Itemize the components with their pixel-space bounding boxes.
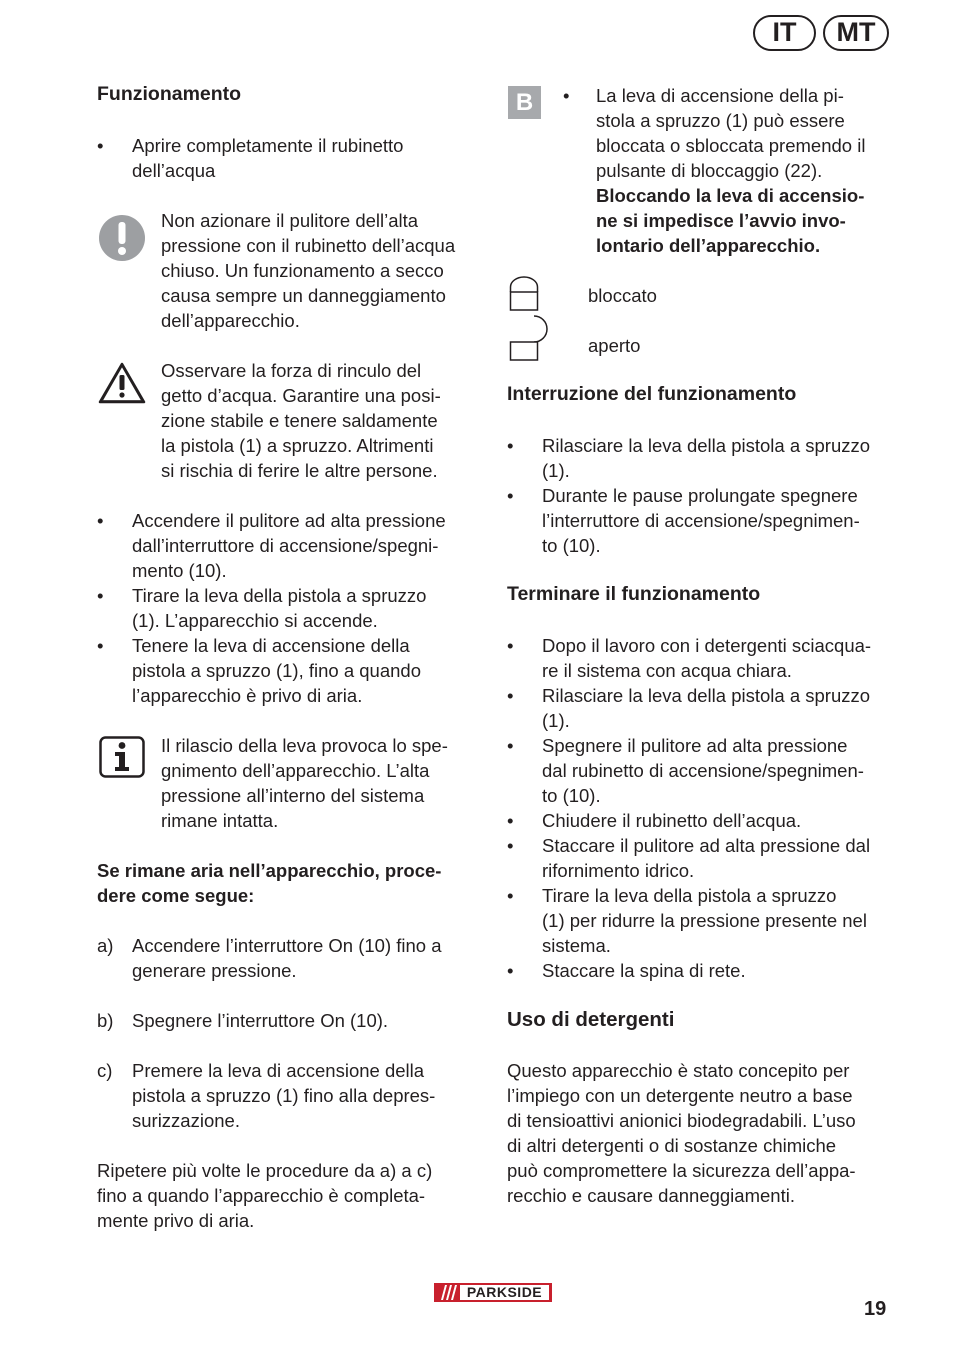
list-line: Tenere la leva di accensione della [132, 635, 410, 656]
bold-line: lontario dell’apparecchio. [596, 235, 821, 256]
list-marker: c) [97, 1060, 113, 1081]
list-item-text [542, 633, 902, 683]
list-line: (1) per ridurre la pressione presente nel [542, 910, 867, 931]
paragraph-line: di altri detergenti o di sostanze chimiche [507, 1135, 837, 1156]
list-line: re il sistema con acqua chiara. [542, 660, 792, 681]
paragraph-line: mente privo di aria. [97, 1210, 255, 1231]
list-line: (1). [542, 710, 570, 731]
list-line: Premere la leva di accensione della [132, 1060, 425, 1081]
list-item-text [542, 433, 902, 483]
list-marker: • [507, 435, 514, 456]
lock-closed-label: bloccato [588, 285, 657, 306]
language-badge-mt: MT [823, 15, 889, 51]
bullet-line: pulsante di bloccaggio (22). [596, 160, 823, 181]
note-line: causa sempre un danneggiamento [161, 285, 446, 306]
list-item-text [542, 808, 902, 833]
bullet-line: La leva di accensione della pi- [596, 85, 844, 106]
list-marker: • [507, 485, 514, 506]
list-marker: a) [97, 935, 114, 956]
air-removal-intro [97, 858, 487, 908]
list-marker: • [507, 635, 514, 656]
info-line: pressione all’interno del sistema [161, 785, 425, 806]
list-line: (1). L’apparecchio si accende. [132, 610, 378, 631]
paragraph-line: può compromettere la sicurezza dell’appa- [507, 1160, 856, 1181]
repeat-procedure-text [97, 1158, 487, 1233]
list-item-text [542, 683, 902, 733]
list-line: l’apparecchio è privo di aria. [132, 685, 363, 706]
list-line: Tirare la leva della pistola a spruzzo [542, 885, 837, 906]
page-number: 19 [864, 1298, 887, 1320]
note-dry-run [161, 208, 481, 333]
bullet-line: Aprire completamente il rubinetto [132, 135, 404, 156]
heading-detergenti: Uso di detergenti [507, 1008, 675, 1031]
list-line: mento (10). [132, 560, 227, 581]
list-line: dal rubinetto di accensione/spegnimen- [542, 760, 864, 781]
note-line: dell’apparecchio. [161, 310, 300, 331]
list-item-text [132, 933, 492, 983]
list-marker: • [97, 635, 104, 656]
list-line: Spegnere l’interruttore On (10). [132, 1010, 389, 1031]
note-line: Non azionare il pulitore dell’alta [161, 210, 419, 231]
warning-triangle-icon [97, 361, 147, 411]
note-line: pressione con il rubinetto dell’acqua [161, 235, 456, 256]
paragraph-line: di tensioattivi anionici biodegradabili. L’uso [507, 1110, 856, 1131]
list-marker: • [507, 885, 514, 906]
list-line: to (10). [542, 785, 601, 806]
list-line: Durante le pause prolungate spegnere [542, 485, 858, 506]
list-line: pistola a spruzzo (1), fino a quando [132, 660, 421, 681]
bold-line: dere come segue: [97, 885, 255, 906]
list-line: Accendere il pulitore ad alta pressione [132, 510, 446, 531]
warning-line: la pistola (1) a spruzzo. Altrimenti [161, 435, 434, 456]
list-marker: • [507, 735, 514, 756]
list-line: l’interruttore di accensione/spegnimen- [542, 510, 860, 531]
list-line: sistema. [542, 935, 611, 956]
paragraph-line: recchio e causare danneggiamenti. [507, 1185, 795, 1206]
list-item-text [542, 958, 902, 983]
info-icon [99, 736, 145, 784]
list-item-text [132, 633, 492, 708]
lock-open-icon [509, 312, 549, 370]
list-line: Dopo il lavoro con i detergenti sciacqua- [542, 635, 872, 656]
warning-line: getto d’acqua. Garantire una posi- [161, 385, 441, 406]
list-item-text [132, 583, 492, 633]
list-marker: b) [97, 1010, 114, 1031]
paragraph-line: Questo apparecchio è stato concepito per [507, 1060, 850, 1081]
list-line: Staccare la spina di rete. [542, 960, 746, 981]
figure-b-label: B [508, 86, 541, 119]
list-line: to (10). [542, 535, 601, 556]
list-marker: • [97, 585, 104, 606]
bullet-line: bloccata o sbloccata premendo il [596, 135, 866, 156]
list-line: surizzazione. [132, 1110, 240, 1131]
list-line: rifornimento idrico. [542, 860, 695, 881]
warning-line: zione stabile e tenere saldamente [161, 410, 438, 431]
warning-recoil [161, 358, 481, 483]
list-line: generare pressione. [132, 960, 297, 981]
paragraph-line: Ripetere più volte le procedure da a) a c) [97, 1160, 433, 1181]
note-line: chiuso. Un funzionamento a secco [161, 260, 444, 281]
list-marker: • [507, 960, 514, 981]
paragraph-line: fino a quando l’apparecchio è completa- [97, 1185, 426, 1206]
list-line: dall’interruttore di accensione/spegni- [132, 535, 439, 556]
parkside-brand-text: PARKSIDE [460, 1285, 549, 1300]
list-line: Staccare il pulitore ad alta pressione dal [542, 835, 871, 856]
heading-funzionamento: Funzionamento [97, 83, 242, 105]
list-item-text [542, 733, 902, 808]
bullet-line: dell’acqua [132, 160, 216, 181]
list-item-text [132, 1008, 492, 1033]
language-badge-it: IT [753, 15, 816, 51]
list-marker: • [507, 835, 514, 856]
list-marker: • [507, 685, 514, 706]
parkside-logo [434, 1283, 552, 1302]
bold-line: Se rimane aria nell’apparecchio, proce- [97, 860, 442, 881]
list-item-text [132, 508, 492, 583]
list-line: Rilasciare la leva della pistola a spruzzo [542, 435, 871, 456]
info-release-lever [161, 733, 481, 833]
list-item-text [542, 883, 902, 958]
detergent-text [507, 1058, 897, 1208]
bold-line: Bloccando la leva di accensio- [596, 185, 865, 206]
lock-open-label: aperto [588, 335, 641, 356]
warning-line: si rischia di ferire le altre persone. [161, 460, 438, 481]
list-line: Rilasciare la leva della pistola a spruzzo [542, 685, 871, 706]
info-line: Il rilascio della leva provoca lo spe- [161, 735, 448, 756]
warning-line: Osservare la forza di rinculo del [161, 360, 422, 381]
paragraph-line: l’impiego con un detergente neutro a base [507, 1085, 853, 1106]
list-marker: • [97, 510, 104, 531]
bullet-line: stola a spruzzo (1) può essere [596, 110, 845, 131]
list-line: (1). [542, 460, 570, 481]
list-item-text [542, 833, 902, 883]
heading-terminare: Terminare il funzionamento [507, 583, 761, 605]
heading-interruzione: Interruzione del funzionamento [507, 383, 797, 405]
bold-line: ne si impedisce l’avvio invo- [596, 210, 846, 231]
list-line: Chiudere il rubinetto dell’acqua. [542, 810, 802, 831]
info-line: gnimento dell’apparecchio. L’alta [161, 760, 430, 781]
list-item-text [132, 1058, 492, 1133]
list-marker: • [507, 810, 514, 831]
list-item-text [542, 483, 902, 558]
info-line: rimane intatta. [161, 810, 279, 831]
list-line: Accendere l’interruttore On (10) fino a [132, 935, 442, 956]
list-line: Tirare la leva della pistola a spruzzo [132, 585, 427, 606]
list-line: pistola a spruzzo (1) fino alla depres- [132, 1085, 436, 1106]
exclamation-icon [98, 214, 146, 268]
list-line: Spegnere il pulitore ad alta pressione [542, 735, 848, 756]
